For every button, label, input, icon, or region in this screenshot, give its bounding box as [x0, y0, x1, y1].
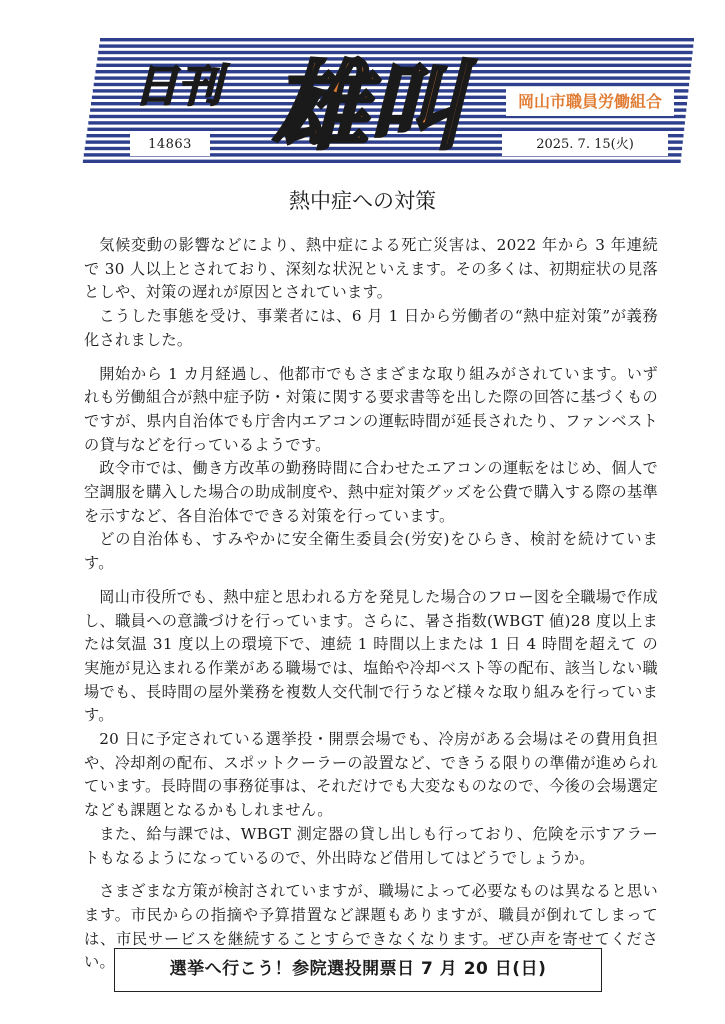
- paragraph: また、給与課では、WBGT 測定器の貸し出しも行っており、危険を示すアラートもなるようになっているので、外出時など借用してはどうでしょうか。: [84, 824, 658, 867]
- logo-title-big: [234, 48, 502, 158]
- masthead-stripe: [83, 160, 681, 163]
- paragraph: 岡山市役所でも、熱中症と思われる方を発見した場合のフロー図を全職場で作成し、職員への意識づけを行っています。さらに、暑さ指数(WBGT 値)28 度以上または気温 31 度以上の環境下で、連続 1 時間以上または 1 日 4 時間を超えて の実施が見込まれる作業がある職場では、塩飴や冷却ベスト等の配布、該当しない職場でも、長時間の屋外業務を複数人交代制で行うなど様々な取り組みを行っています。: [84, 587, 658, 725]
- paragraph: 政令市では、働き方改革の勤務時間に合わせたエアコンの運転をはじめ、個人で空調服を購入した場合の助成制度や、熱中症対策グッズを公費で購入する際の基準を示すなど、各自治体でできる対策を行っています。: [84, 459, 658, 525]
- masthead-stripe: [100, 38, 694, 41]
- paragraph: 気候変動の影響などにより、熱中症による死亡災害は、2022 年から 3 年連続で 30 人以上とされており、深刻な状況といえます。その多くは、初期症状の見落としや、対策の遅れが原因とされています。: [84, 236, 658, 302]
- svg-text:雄叫: 雄叫: [272, 51, 464, 158]
- publication-date: 2025. 7. 15(火): [502, 134, 668, 156]
- logo-title-small: [124, 54, 232, 112]
- article-body: [84, 234, 658, 975]
- paragraph: どの自治体も、すみやかに安全衛生委員会(労安)をひらき、検討を続けています。: [84, 530, 658, 573]
- paragraph: さまざまな方策が検討されていますが、職場によって必要なものは異なると思います。市民からの指摘や予算措置など課題もありますが、職員が倒れてしまっては、市民サービスを継続することすらできなくなります。ぜひ声を寄せてください。: [84, 882, 658, 972]
- paragraph: 20 日に予定されている選挙投・開票会場でも、冷房がある会場はその費用負担や、冷却剤の配布、スポットクーラーの設置など、できうる限りの準備が進められています。長時間の事務従事は、それだけでも大変なものなので、今後の会場選定なども課題となるかもしれません。: [84, 730, 658, 820]
- masthead: [82, 38, 694, 166]
- paragraph: 開始から 1 カ月経過し、他都市でもさまざまな取り組みがされています。いずれも労働組合が熱中症予防・対策に関する要求書等を出した際の回答に基づくものですが、県内自治体でも庁舎内エアコンの運転時間が延長されたり、ファンベストの貸与などを行っているようです。: [84, 364, 658, 454]
- article-title: 熱中症への対策: [289, 189, 436, 213]
- union-name: 岡山市職員労働組合: [506, 88, 674, 116]
- paragraph: こうした事態を受け、事業者には、6 月 1 日から労働者の“熱中症対策”が義務化されました。: [84, 307, 658, 349]
- svg-text:日刊: 日刊: [134, 61, 222, 112]
- election-notice: 選挙へ行こう！参院選投開票日 7 月 20 日(日): [114, 948, 602, 992]
- issue-number: 14863: [130, 134, 210, 156]
